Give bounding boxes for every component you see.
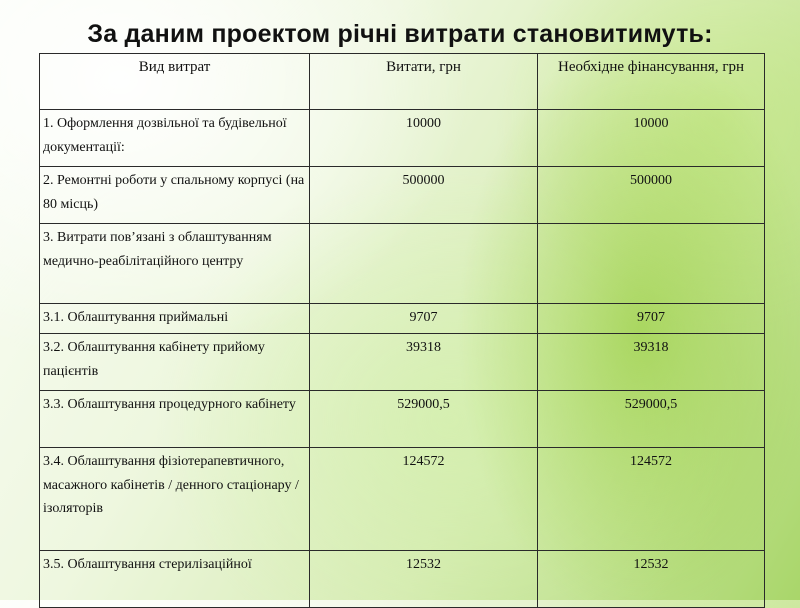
table-row bbox=[40, 110, 765, 167]
row-required-financing: 124572 bbox=[538, 448, 765, 551]
row-cost-amount: 10000 bbox=[310, 110, 538, 167]
row-cost-type: 2. Ремонтні роботи у спальному корпусі (на 80 місць) bbox=[40, 167, 310, 224]
row-cost-amount: 529000,5 bbox=[310, 391, 538, 448]
row-cost-type: 3.4. Облаштування фізіотерапевтичного, масажного кабінетів / денного стаціонару / ізоляторів bbox=[40, 448, 310, 551]
cost-table bbox=[39, 53, 765, 608]
table-row bbox=[40, 391, 765, 448]
row-cost-amount: 124572 bbox=[310, 448, 538, 551]
row-required-financing: 500000 bbox=[538, 167, 765, 224]
page-title: За даним проектом річні витрати становитимуть: bbox=[87, 20, 713, 48]
row-cost-type: 3.1. Облаштування приймальні bbox=[40, 304, 310, 334]
row-cost-type: 1. Оформлення дозвільної та будівельної документації: bbox=[40, 110, 310, 167]
table-row bbox=[40, 448, 765, 551]
table-row bbox=[40, 551, 765, 608]
row-cost-type: 3.3. Облаштування процедурного кабінету bbox=[40, 391, 310, 448]
row-cost-type: 3. Витрати пов’язані з облаштуванням медично-реабілітаційного центру bbox=[40, 224, 310, 304]
row-required-financing: 12532 bbox=[538, 551, 765, 608]
row-required-financing: 39318 bbox=[538, 334, 765, 391]
table-row bbox=[40, 304, 765, 334]
row-cost-type: 3.5. Облаштування стерилізаційної bbox=[40, 551, 310, 608]
row-required-financing: 529000,5 bbox=[538, 391, 765, 448]
row-required-financing bbox=[538, 224, 765, 304]
table-header-row bbox=[40, 54, 765, 110]
table-row bbox=[40, 334, 765, 391]
table-row bbox=[40, 167, 765, 224]
row-cost-amount: 500000 bbox=[310, 167, 538, 224]
row-cost-amount bbox=[310, 224, 538, 304]
row-required-financing: 9707 bbox=[538, 304, 765, 334]
table-row bbox=[40, 224, 765, 304]
header-cost-amount: Витати, грн bbox=[310, 54, 538, 110]
row-cost-amount: 9707 bbox=[310, 304, 538, 334]
row-cost-amount: 12532 bbox=[310, 551, 538, 608]
row-cost-amount: 39318 bbox=[310, 334, 538, 391]
header-required-financing: Необхідне фінансування, грн bbox=[538, 54, 765, 110]
row-required-financing: 10000 bbox=[538, 110, 765, 167]
header-cost-type: Вид витрат bbox=[40, 54, 310, 110]
row-cost-type: 3.2. Облаштування кабінету прийому пацієнтів bbox=[40, 334, 310, 391]
